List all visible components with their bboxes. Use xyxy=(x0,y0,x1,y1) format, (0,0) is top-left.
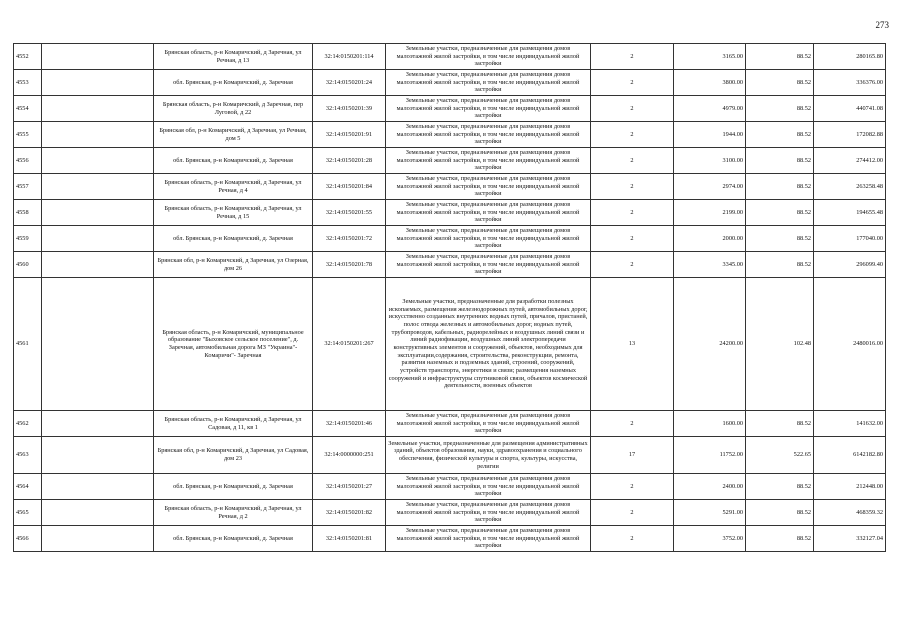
blank-cell xyxy=(42,278,154,411)
row-number: 4553 xyxy=(14,70,42,96)
area-cell: 2400.00 xyxy=(674,474,746,500)
group-code-cell: 2 xyxy=(591,200,674,226)
rate-cell: 88.52 xyxy=(746,96,814,122)
area-cell: 4979.00 xyxy=(674,96,746,122)
cadastral-value-cell: 280165.80 xyxy=(814,44,886,70)
blank-cell xyxy=(42,252,154,278)
address-cell: Брянская область, р-н Комаричский, д Заречная, ул Речная, д 2 xyxy=(154,500,313,526)
table-row xyxy=(14,411,886,437)
address-cell: Брянская область, р-н Комаричский, д Заречная, ул Речная, д 4 xyxy=(154,174,313,200)
cadastral-number-cell: 32:14:0150201:27 xyxy=(313,474,386,500)
cadastral-number-cell: 32:14:0150201:24 xyxy=(313,70,386,96)
rate-cell: 88.52 xyxy=(746,70,814,96)
address-cell: обл. Брянская, р-н Комаричский, д. Заречная xyxy=(154,526,313,552)
row-number: 4557 xyxy=(14,174,42,200)
group-code-cell: 17 xyxy=(591,437,674,474)
row-number: 4560 xyxy=(14,252,42,278)
area-cell: 11752.00 xyxy=(674,437,746,474)
group-code-cell: 2 xyxy=(591,148,674,174)
rate-cell: 88.52 xyxy=(746,411,814,437)
cadastral-value-cell: 440741.08 xyxy=(814,96,886,122)
blank-cell xyxy=(42,500,154,526)
blank-cell xyxy=(42,122,154,148)
blank-cell xyxy=(42,70,154,96)
land-use-cell: Земельные участки, предназначенные для размещения домов малоэтажной жилой застройки, в том числе индивидуальной жилой застройки xyxy=(386,500,591,526)
address-cell: Брянская область, р-н Комаричский, муниципальное образование "Быховское сельское поселение", д. Заречная, автомобильная дорога МЗ "Украина"-Комаричи"- Заречная xyxy=(154,278,313,411)
cadastral-number-cell: 32:14:0150201:72 xyxy=(313,226,386,252)
address-cell: обл. Брянская, р-н Комаричский, д. Заречная xyxy=(154,148,313,174)
group-code-cell: 2 xyxy=(591,474,674,500)
cadastral-value-cell: 6142182.80 xyxy=(814,437,886,474)
cadastral-number-cell: 32:14:0150201:46 xyxy=(313,411,386,437)
area-cell: 2974.00 xyxy=(674,174,746,200)
cadastral-number-cell: 32:14:0150201:267 xyxy=(313,278,386,411)
cadastral-value-cell: 468359.32 xyxy=(814,500,886,526)
land-use-cell: Земельные участки, предназначенные для размещения домов малоэтажной жилой застройки, в том числе индивидуальной жилой застройки xyxy=(386,148,591,174)
blank-cell xyxy=(42,437,154,474)
group-code-cell: 2 xyxy=(591,252,674,278)
table-row xyxy=(14,500,886,526)
land-use-cell: Земельные участки, предназначенные для размещения домов малоэтажной жилой застройки, в том числе индивидуальной жилой застройки xyxy=(386,44,591,70)
cadastral-value-cell: 263258.48 xyxy=(814,174,886,200)
table-row xyxy=(14,44,886,70)
row-number: 4555 xyxy=(14,122,42,148)
address-cell: обл. Брянская, р-н Комаричский, д. Заречная xyxy=(154,70,313,96)
blank-cell xyxy=(42,474,154,500)
cadastral-value-cell: 336376.00 xyxy=(814,70,886,96)
area-cell: 5291.00 xyxy=(674,500,746,526)
table-row xyxy=(14,474,886,500)
blank-cell xyxy=(42,174,154,200)
table-row xyxy=(14,526,886,552)
blank-cell xyxy=(42,226,154,252)
blank-cell xyxy=(42,200,154,226)
table-row xyxy=(14,437,886,474)
address-cell: обл. Брянская, р-н Комаричский, д. Заречная xyxy=(154,226,313,252)
area-cell: 1944.00 xyxy=(674,122,746,148)
land-use-cell: Земельные участки, предназначенные для размещения домов малоэтажной жилой застройки, в том числе индивидуальной жилой застройки xyxy=(386,70,591,96)
address-cell: Брянская обл, р-н Комаричский, д Заречная, ул Озерная, дом 26 xyxy=(154,252,313,278)
cadastral-value-cell: 177040.00 xyxy=(814,226,886,252)
row-number: 4564 xyxy=(14,474,42,500)
rate-cell: 102.48 xyxy=(746,278,814,411)
land-use-cell: Земельные участки, предназначенные для размещения домов малоэтажной жилой застройки, в том числе индивидуальной жилой застройки xyxy=(386,174,591,200)
group-code-cell: 2 xyxy=(591,96,674,122)
blank-cell xyxy=(42,411,154,437)
group-code-cell: 2 xyxy=(591,122,674,148)
rate-cell: 88.52 xyxy=(746,526,814,552)
address-cell: Брянская область, р-н Комаричский, д Заречная, ул Садовая, д 11, кв 1 xyxy=(154,411,313,437)
cadastral-value-cell: 172082.88 xyxy=(814,122,886,148)
table-row xyxy=(14,70,886,96)
table-body xyxy=(14,44,886,552)
cadastral-number-cell: 32:14:0150201:39 xyxy=(313,96,386,122)
land-registry-table xyxy=(13,43,886,552)
cadastral-value-cell: 194655.48 xyxy=(814,200,886,226)
blank-cell xyxy=(42,526,154,552)
area-cell: 2000.00 xyxy=(674,226,746,252)
row-number: 4563 xyxy=(14,437,42,474)
cadastral-number-cell: 32:14:0150201:82 xyxy=(313,500,386,526)
rate-cell: 88.52 xyxy=(746,500,814,526)
table-row xyxy=(14,226,886,252)
table-row xyxy=(14,252,886,278)
rate-cell: 88.52 xyxy=(746,148,814,174)
page-number: 273 xyxy=(875,20,889,30)
group-code-cell: 2 xyxy=(591,411,674,437)
cadastral-value-cell: 332127.04 xyxy=(814,526,886,552)
area-cell: 3345.00 xyxy=(674,252,746,278)
row-number: 4561 xyxy=(14,278,42,411)
rate-cell: 88.52 xyxy=(746,122,814,148)
cadastral-number-cell: 32:14:0150201:91 xyxy=(313,122,386,148)
row-number: 4566 xyxy=(14,526,42,552)
cadastral-number-cell: 32:14:0150201:55 xyxy=(313,200,386,226)
area-cell: 3800.00 xyxy=(674,70,746,96)
blank-cell xyxy=(42,96,154,122)
group-code-cell: 2 xyxy=(591,526,674,552)
address-cell: Брянская область, р-н Комаричский, д Заречная, ул Речная, д 15 xyxy=(154,200,313,226)
group-code-cell: 2 xyxy=(591,44,674,70)
group-code-cell: 2 xyxy=(591,174,674,200)
group-code-cell: 13 xyxy=(591,278,674,411)
cadastral-value-cell: 296099.40 xyxy=(814,252,886,278)
land-use-cell: Земельные участки, предназначенные для размещения домов малоэтажной жилой застройки, в том числе индивидуальной жилой застройки xyxy=(386,226,591,252)
group-code-cell: 2 xyxy=(591,226,674,252)
cadastral-value-cell: 212448.00 xyxy=(814,474,886,500)
area-cell: 1600.00 xyxy=(674,411,746,437)
row-number: 4562 xyxy=(14,411,42,437)
table-row xyxy=(14,96,886,122)
cadastral-number-cell: 32:14:0150201:81 xyxy=(313,526,386,552)
cadastral-number-cell: 32:14:0150201:114 xyxy=(313,44,386,70)
land-use-cell: Земельные участки, предназначенные для размещения домов малоэтажной жилой застройки, в том числе индивидуальной жилой застройки xyxy=(386,200,591,226)
cadastral-number-cell: 32:14:0150201:84 xyxy=(313,174,386,200)
table-row xyxy=(14,200,886,226)
table-row xyxy=(14,148,886,174)
land-use-cell: Земельные участки, предназначенные для размещения домов малоэтажной жилой застройки, в том числе индивидуальной жилой застройки xyxy=(386,252,591,278)
address-cell: Брянская обл, р-н Комаричский, д Заречная, ул Речная, дом 5 xyxy=(154,122,313,148)
area-cell: 3752.00 xyxy=(674,526,746,552)
land-use-cell: Земельные участки, предназначенные для размещения домов малоэтажной жилой застройки, в том числе индивидуальной жилой застройки xyxy=(386,96,591,122)
table-row xyxy=(14,174,886,200)
address-cell: Брянская обл, р-н Комаричский, д Заречная, ул Садовая, дом 23 xyxy=(154,437,313,474)
table-row xyxy=(14,122,886,148)
rate-cell: 88.52 xyxy=(746,474,814,500)
area-cell: 3165.00 xyxy=(674,44,746,70)
address-cell: обл. Брянская, р-н Комаричский, д. Заречная xyxy=(154,474,313,500)
rate-cell: 522.65 xyxy=(746,437,814,474)
land-use-cell: Земельные участки, предназначенные для размещения домов малоэтажной жилой застройки, в том числе индивидуальной жилой застройки xyxy=(386,526,591,552)
row-number: 4565 xyxy=(14,500,42,526)
land-use-cell: Земельные участки, предназначенные для размещения административных зданий, объектов образования, науки, здравоохранения и социального обеспечения, физической культуры и спорта, культуры, искусства, религии xyxy=(386,437,591,474)
rate-cell: 88.52 xyxy=(746,174,814,200)
row-number: 4552 xyxy=(14,44,42,70)
rate-cell: 88.52 xyxy=(746,226,814,252)
cadastral-number-cell: 32:14:0150201:28 xyxy=(313,148,386,174)
row-number: 4559 xyxy=(14,226,42,252)
cadastral-value-cell: 141632.00 xyxy=(814,411,886,437)
rate-cell: 88.52 xyxy=(746,200,814,226)
row-number: 4558 xyxy=(14,200,42,226)
land-use-cell: Земельные участки, предназначенные для размещения домов малоэтажной жилой застройки, в том числе индивидуальной жилой застройки xyxy=(386,474,591,500)
land-use-cell: Земельные участки, предназначенные для размещения домов малоэтажной жилой застройки, в том числе индивидуальной жилой застройки xyxy=(386,411,591,437)
area-cell: 3100.00 xyxy=(674,148,746,174)
address-cell: Брянская область, р-н Комаричский, д Заречная, ул Речная, д 13 xyxy=(154,44,313,70)
blank-cell xyxy=(42,44,154,70)
row-number: 4554 xyxy=(14,96,42,122)
table-row xyxy=(14,278,886,411)
blank-cell xyxy=(42,148,154,174)
cadastral-number-cell: 32:14:0150201:78 xyxy=(313,252,386,278)
area-cell: 24200.00 xyxy=(674,278,746,411)
cadastral-number-cell: 32:14:0000000:251 xyxy=(313,437,386,474)
rate-cell: 88.52 xyxy=(746,44,814,70)
land-use-cell: Земельные участки, предназначенные для разработки полезных ископаемых, размещения железнодорожных путей, автомобильных дорог, искусственно созданных внутренних водных путей, причалов, пристаней, полос отвода железных и автомобильных дорог, водных путей, трубопроводов, кабельных, радиорелейных и воздушных линий связи и линий радиофикации, воздушных линий электропередачи конструктивных элементов и сооружений, объектов, необходимых для эксплуатации,содержания, строительства, реконструкции, ремонта, развития наземных и подземных зданий, строений, сооружений, устройств транспорта, энергетики и связи; размещения наземных сооружений и инфраструктуры спутниковой связи, объектов космической деятельности, военных объектов xyxy=(386,278,591,411)
row-number: 4556 xyxy=(14,148,42,174)
cadastral-value-cell: 2480016.00 xyxy=(814,278,886,411)
cadastral-value-cell: 274412.00 xyxy=(814,148,886,174)
area-cell: 2199.00 xyxy=(674,200,746,226)
group-code-cell: 2 xyxy=(591,70,674,96)
rate-cell: 88.52 xyxy=(746,252,814,278)
address-cell: Брянская область, р-н Комаричский, д Заречная, пер Луговой, д 22 xyxy=(154,96,313,122)
land-use-cell: Земельные участки, предназначенные для размещения домов малоэтажной жилой застройки, в том числе индивидуальной жилой застройки xyxy=(386,122,591,148)
group-code-cell: 2 xyxy=(591,500,674,526)
